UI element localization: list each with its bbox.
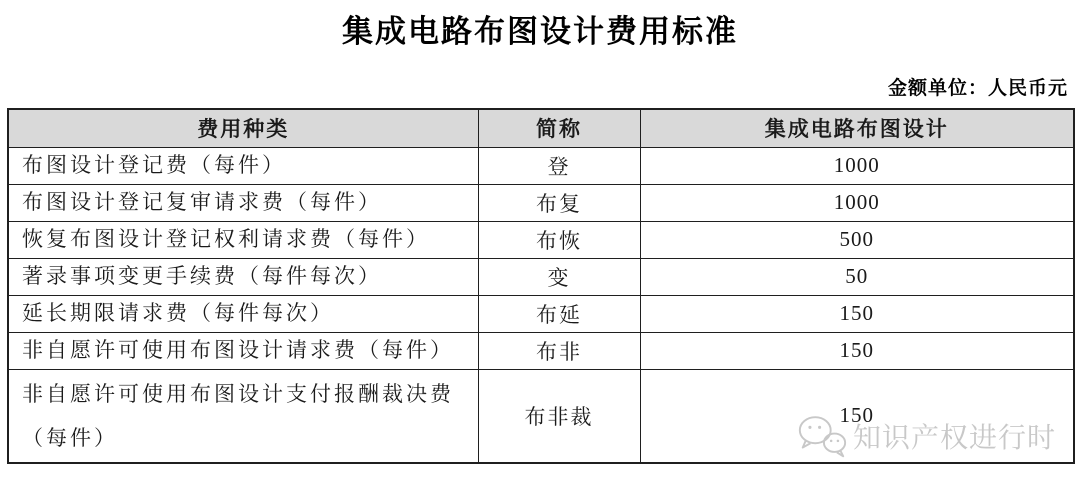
- abbr-cell: 布非: [478, 332, 640, 369]
- category-cell: 非自愿许可使用布图设计请求费（每件）: [8, 332, 478, 369]
- abbr-cell: 布非裁: [478, 369, 640, 463]
- header-abbreviation: 简称: [478, 109, 640, 147]
- table-row: [8, 369, 1074, 463]
- header-fee-type: 费用种类: [8, 109, 478, 147]
- header-ic-layout-design: 集成电路布图设计: [640, 109, 1074, 147]
- table-row: [8, 147, 1074, 184]
- fee-cell: 1000: [640, 147, 1074, 184]
- fee-cell: 150: [640, 295, 1074, 332]
- currency-unit-note: 金额单位：人民币元: [887, 78, 1068, 99]
- fee-cell: 50: [640, 258, 1074, 295]
- category-cell: 非自愿许可使用布图设计支付报酬裁决费（每件）: [8, 369, 478, 463]
- category-cell: 布图设计登记复审请求费（每件）: [8, 184, 478, 221]
- category-cell: 著录事项变更手续费（每件每次）: [8, 258, 478, 295]
- table-row: [8, 221, 1074, 258]
- abbr-cell: 布延: [478, 295, 640, 332]
- watermark-text: 知识产权进行时: [852, 422, 1056, 453]
- abbr-cell: 登: [478, 147, 640, 184]
- table-row: [8, 295, 1074, 332]
- abbr-cell: 布恢: [478, 221, 640, 258]
- page-title: 集成电路布图设计费用标准: [342, 14, 738, 49]
- fee-cell: 150: [640, 332, 1074, 369]
- fee-cell: 1000: [640, 184, 1074, 221]
- fee-table: [7, 108, 1075, 464]
- table-row: [8, 258, 1074, 295]
- category-cell: 延长期限请求费（每件每次）: [8, 295, 478, 332]
- category-cell: 恢复布图设计登记权利请求费（每件）: [8, 221, 478, 258]
- table-header-row: [8, 109, 1074, 147]
- table-row: [8, 184, 1074, 221]
- abbr-cell: 布复: [478, 184, 640, 221]
- abbr-cell: 变: [478, 258, 640, 295]
- fee-cell: 150: [640, 369, 1074, 463]
- fee-cell: 500: [640, 221, 1074, 258]
- table-row: [8, 332, 1074, 369]
- category-cell: 布图设计登记费（每件）: [8, 147, 478, 184]
